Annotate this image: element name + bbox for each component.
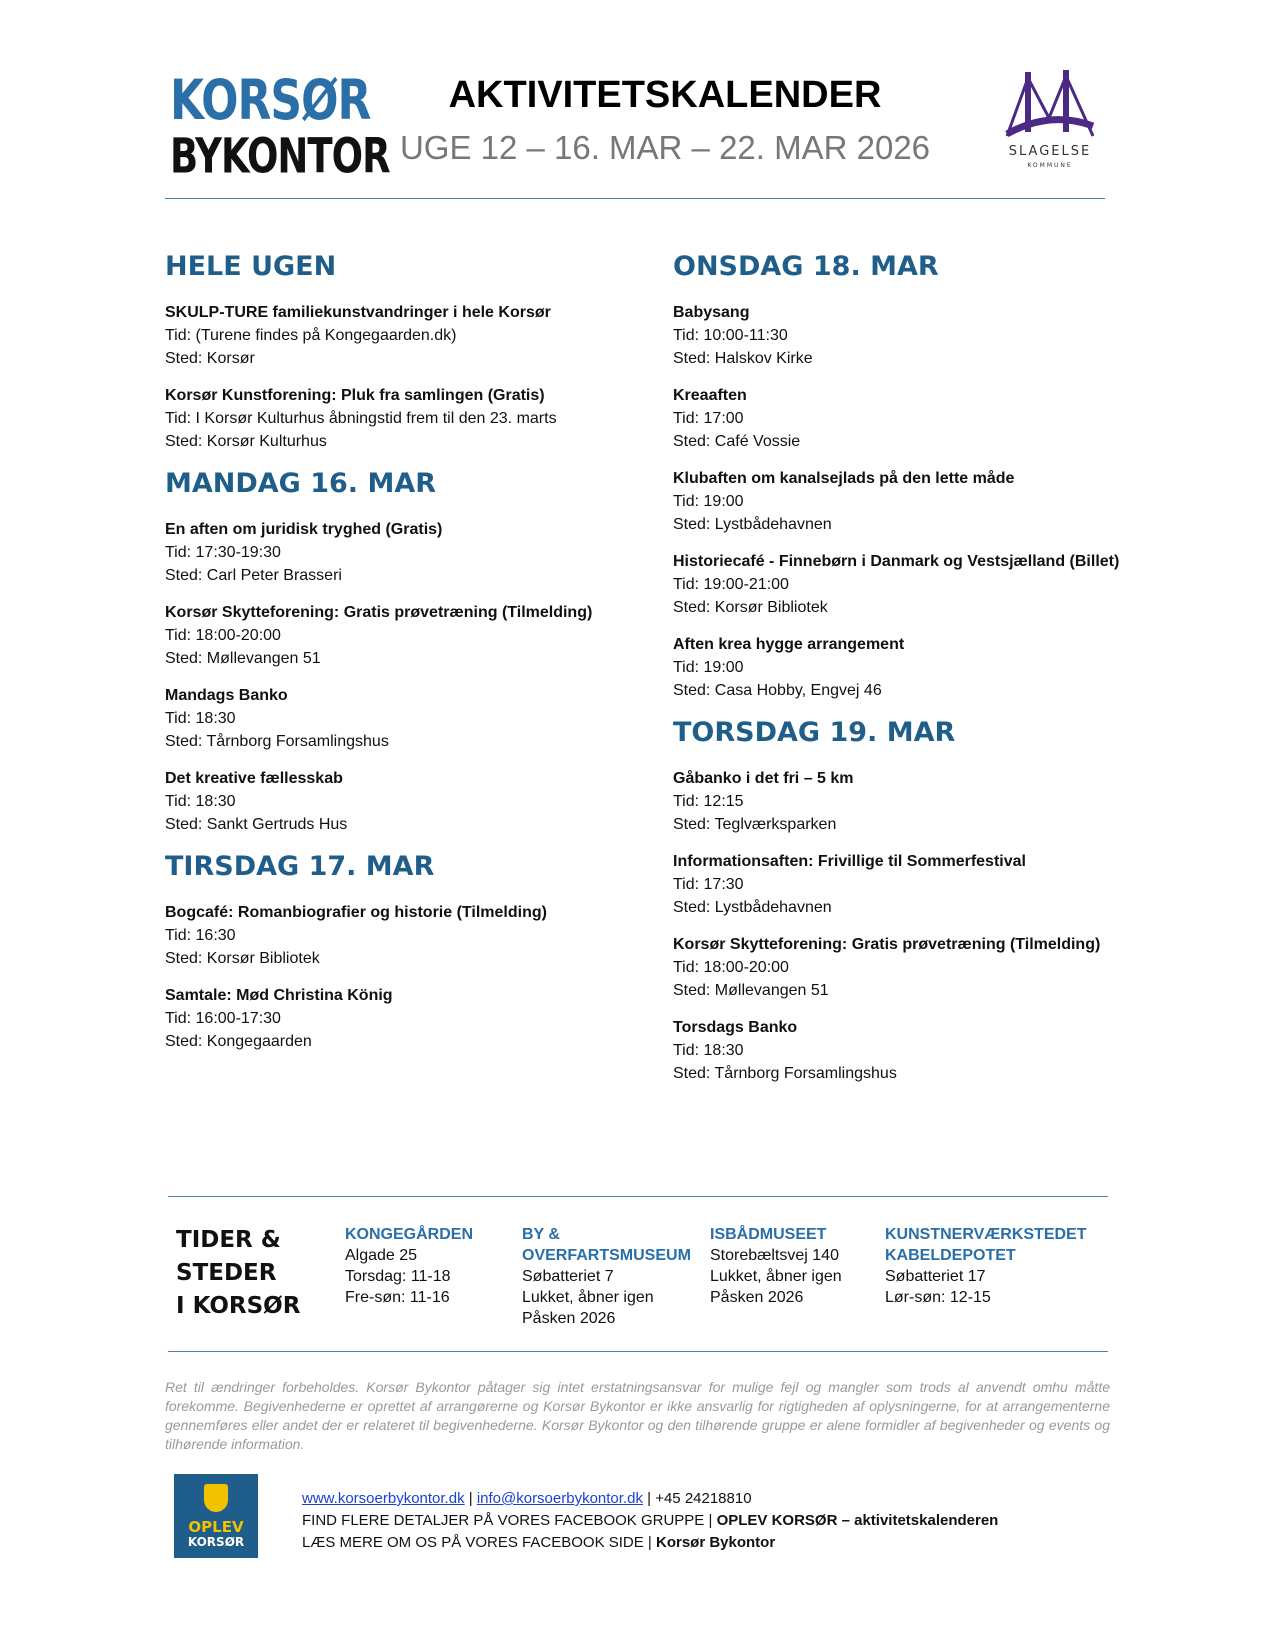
right-column [673,250,1143,1099]
event-title: Mandags Banko [165,687,288,704]
event-item [673,633,1143,702]
event-item [673,550,1143,619]
event-title: Torsdags Banko [673,1019,798,1036]
venues-heading-line: I KORSØR [176,1293,301,1319]
day-section [165,250,635,453]
email-link[interactable]: info@korsoerbykontor.dk [476,1490,643,1507]
day-heading: MANDAG 16. MAR [165,468,437,499]
event-title: Historiecafé - Finnebørn i Danmark og Vestsjælland (Billet) [673,553,1120,570]
event-time: Tid: (Turene findes på Kongegaarden.dk) [165,327,457,344]
event-title: En aften om juridisk tryghed (Gratis) [165,521,443,538]
event-title: Korsør Kunstforening: Pluk fra samlingen (Gratis) [165,387,545,404]
venue-block [522,1224,691,1329]
event-title: Gåbanko i det fri – 5 km [673,770,854,787]
venues-top-divider [168,1196,1108,1197]
event-time: Tid: 18:30 [165,793,236,810]
event-title: Babysang [673,304,750,321]
venue-name: OVERFARTSMUSEUM [522,1247,691,1264]
event-title: Aften krea hygge arrangement [673,636,905,653]
event-item [673,933,1143,1002]
venue-detail: Påsken 2026 [522,1310,616,1327]
event-title: Korsør Skytteforening: Gratis prøvetræning (Tilmelding) [673,936,1101,953]
header-divider [165,198,1105,199]
event-time: Tid: 17:00 [673,410,744,427]
event-location: Sted: Korsør Kulturhus [165,433,327,450]
event-time: Tid: 19:00 [673,493,744,510]
event-item [165,684,635,753]
day-section [165,850,635,1053]
venue-detail: Søbatteriet 17 [885,1268,986,1285]
venue-detail: Storebæltsvej 140 [710,1247,839,1264]
event-time: Tid: 18:30 [673,1042,744,1059]
event-title: SKULP-TURE familiekunstvandringer i hele Korsør [165,304,551,321]
event-title: Det kreative fællesskab [165,770,343,787]
event-location: Sted: Carl Peter Brasseri [165,567,342,584]
website-link[interactable]: www.korsoerbykontor.dk [302,1490,465,1507]
event-time: Tid: 16:30 [165,927,236,944]
oplev-korsor-badge [174,1474,258,1558]
badge-line-2: KORSØR [187,1535,245,1549]
korsor-bykontor-logo [170,69,390,184]
day-section [165,467,635,836]
event-time: Tid: 10:00-11:30 [673,327,788,344]
event-item [673,1016,1143,1085]
venue-name: KABELDEPOTET [885,1247,1016,1264]
left-column [165,250,635,1067]
event-time: Tid: 17:30 [673,876,744,893]
event-location: Sted: Teglværksparken [673,816,837,833]
logo-line-2: BYKONTOR [170,128,390,184]
event-title: Korsør Skytteforening: Gratis prøvetræning (Tilmelding) [165,604,593,621]
venue-detail: Lukket, åbner igen [522,1289,654,1306]
event-time: Tid: 19:00-21:00 [673,576,789,593]
badge-line-1: OPLEV [188,1518,244,1536]
venue-detail: Torsdag: 11-18 [345,1268,451,1285]
fb-group-prefix: FIND FLERE DETALJER PÅ VORES FACEBOOK GRUPPE | [302,1512,713,1529]
event-location: Sted: Korsør [165,350,255,367]
event-item [673,767,1143,836]
shield-icon [204,1484,228,1512]
disclaimer: Ret til ændringer forbeholdes. Korsør Bykontor påtager sig intet erstatningsansvar for mulige fejl og mangler som trods al anvendt omhu måtte forekomme. Begivenhederne er oprettet af arrangørerne og Korsør Bykontor er ikke ansvarlig for rigtigheden af oplysningerne, for at arrangementerne gennemføres eller andet der er relateret til begivenhederne. Korsør Bykontor og den tilhørende gruppe er alene formidler af begivenheder og events og tilhørende information. [165,1379,1110,1452]
venue-block [710,1224,842,1308]
event-title: Bogcafé: Romanbiografier og historie (Tilmelding) [165,904,547,921]
venue-name: KUNSTNERVÆRKSTEDET [885,1226,1087,1243]
venue-name: KONGEGÅRDEN [345,1226,474,1243]
phone-number: | +45 24218810 [647,1490,752,1507]
event-location: Sted: Møllevangen 51 [673,982,829,999]
event-location: Sted: Korsør Bibliotek [165,950,320,967]
venues-bottom-divider [168,1351,1108,1352]
venue-name: ISBÅDMUSEET [710,1226,827,1243]
event-location: Sted: Kongegaarden [165,1033,312,1050]
event-title: Klubaften om kanalsejlads på den lette måde [673,470,1015,487]
event-item [165,384,635,453]
venue-name: BY & [522,1226,560,1243]
venue-detail: Påsken 2026 [710,1289,804,1306]
venue-block [345,1224,473,1308]
contact-line: www.korsoerbykontor.dk | info@korsoerbykontor.dk | +45 24218810 [302,1490,752,1507]
event-item [165,301,635,370]
venue-detail: Søbatteriet 7 [522,1268,614,1285]
event-item [673,467,1143,536]
event-item [673,384,1143,453]
fb-page-prefix: LÆS MERE OM OS PÅ VORES FACEBOOK SIDE | [302,1534,652,1551]
event-time: Tid: I Korsør Kulturhus åbningstid frem til den 23. marts [165,410,557,427]
venues-heading [176,1224,300,1323]
event-item [673,301,1143,370]
day-section [673,250,1143,702]
venue-detail: Fre-søn: 11-16 [345,1289,450,1306]
fb-page-name: Korsør Bykontor [655,1534,776,1551]
fb-group-name: OPLEV KORSØR [716,1512,838,1529]
venue-detail: Algade 25 [345,1247,418,1264]
event-time: Tid: 18:00-20:00 [165,627,281,644]
event-item [673,850,1143,919]
day-heading: HELE UGEN [165,251,337,282]
event-time: Tid: 18:30 [165,710,236,727]
event-time: Tid: 12:15 [673,793,744,810]
venues-heading-line: TIDER & [176,1227,281,1253]
venue-detail: Lukket, åbner igen [710,1268,842,1285]
event-location: Sted: Tårnborg Forsamlingshus [165,733,389,750]
page-title: AKTIVITETSKALENDER [448,74,882,116]
slagelse-label: SLAGELSE [1008,144,1092,159]
event-location: Sted: Sankt Gertruds Hus [165,816,348,833]
event-item [165,984,635,1053]
event-title: Informationsaften: Frivillige til Sommerfestival [673,853,1026,870]
page-subtitle: UGE 12 – 16. MAR – 22. MAR 2026 [399,129,931,166]
event-title: Kreaaften [673,387,747,404]
event-time: Tid: 19:00 [673,659,744,676]
day-section [673,716,1143,1085]
venue-block [885,1224,1087,1308]
event-item [165,601,635,670]
day-heading: ONSDAG 18. MAR [673,251,939,282]
event-item [165,901,635,970]
contact-info [302,1488,998,1554]
day-heading: TIRSDAG 17. MAR [165,851,435,882]
facebook-page-line [302,1532,998,1554]
event-location: Sted: Casa Hobby, Engvej 46 [673,682,882,699]
facebook-group-line [302,1510,998,1532]
event-location: Sted: Lystbådehavnen [673,516,832,533]
event-time: Tid: 18:00-20:00 [673,959,789,976]
event-item [165,518,635,587]
day-heading: TORSDAG 19. MAR [673,717,956,748]
fb-group-suffix: – aktivitetskalenderen [841,1512,999,1529]
venues-heading-line: STEDER [176,1260,277,1286]
event-location: Sted: Tårnborg Forsamlingshus [673,1065,897,1082]
event-location: Sted: Korsør Bibliotek [673,599,828,616]
logo-line-1: KORSØR [170,69,371,133]
event-time: Tid: 17:30-19:30 [165,544,281,561]
event-location: Sted: Halskov Kirke [673,350,813,367]
event-location: Sted: Møllevangen 51 [165,650,321,667]
event-time: Tid: 16:00-17:30 [165,1010,281,1027]
event-item [165,767,635,836]
bridge-icon [1005,66,1095,144]
event-location: Sted: Lystbådehavnen [673,899,832,916]
event-title: Samtale: Mød Christina König [165,987,393,1004]
venue-detail: Lør-søn: 12-15 [885,1289,991,1306]
event-location: Sted: Café Vossie [673,433,801,450]
slagelse-kommune-logo [1005,66,1115,176]
kommune-label: KOMMUNE [1027,162,1073,169]
